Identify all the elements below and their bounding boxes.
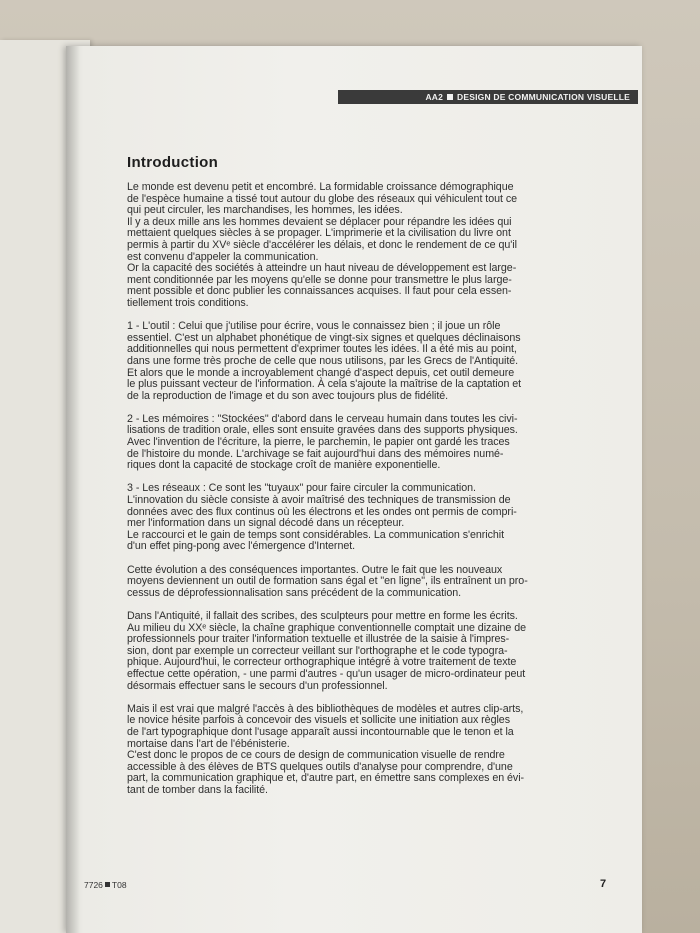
text-line: permis à partir du XVᵉ siècle d'accélérer les délais, et donc le rendement de ce qu'il [127, 238, 517, 251]
text-line: de l'art typographique dont l'usage apparaît aussi incontournable que le tenon et la [127, 725, 514, 738]
text-line: effectue cette opération, - une parmi d'autres - qu'un usager de micro-ordinateur peut [127, 667, 526, 680]
text-line: est convenu d'appeler la communication. [127, 250, 319, 263]
text-line: Le monde est devenu petit et encombré. La formidable croissance démographique [127, 181, 514, 193]
text-line: L'innovation du siècle consiste à avoir maîtrisé des techniques de transmission de [127, 494, 511, 507]
paragraph [127, 565, 619, 600]
running-header [338, 90, 638, 104]
text-line: qui peut circuler, les marchandises, les hommes, les idées. [127, 204, 403, 217]
document-page [66, 46, 642, 933]
text-line: Et alors que le monde a incroyablement changé d'aspect depuis, cet outil demeure [127, 366, 515, 379]
text-line: dans une forme très proche de celle que nous utilisons, par les Grecs de l'Antiquité. [127, 354, 519, 367]
text-line: lisations de tradition orale, elles sont ensuite gravées dans des supports physiques. [127, 424, 518, 437]
header-title: DESIGN DE COMMUNICATION VISUELLE [457, 92, 630, 102]
paragraph [127, 483, 619, 553]
text-line: Il y a deux mille ans les hommes devaient se déplacer pour répandre les idées qui [127, 215, 512, 228]
text-line: accessible à des élèves de BTS quelques outils d'analyse pour comprendre, d'une [127, 760, 513, 773]
paragraph [127, 321, 619, 402]
text-line: cessus de déprofessionnalisation sans précédent de la communication. [127, 586, 462, 599]
text-line: 3 - Les réseaux : Ce sont les "tuyaux" pour faire circuler la communication. [127, 482, 476, 495]
text-line: Dans l'Antiquité, il fallait des scribes, des sculpteurs pour mettre en forme les écrits. [127, 609, 518, 622]
header-code: AA2 [425, 92, 444, 102]
text-line: ment conditionnée par les moyens qu'elle se donne pour transmettre le plus large- [127, 273, 512, 286]
text-line: Le raccourci et le gain de temps sont considérables. La communication s'enrichit [127, 528, 505, 541]
text-line: professionnels pour traiter l'information textuelle et illustrée de la saisie à l'impres- [127, 633, 510, 646]
text-line: tant de tomber dans la facilité. [127, 783, 268, 796]
text-line: Cette évolution a des conséquences importantes. Outre le fait que les nouveaux [127, 563, 503, 576]
text-line: d'un effet ping-pong avec l'émergence d'Internet. [127, 540, 356, 553]
text-line: mer l'information dans un signal décodé dans un récepteur. [127, 517, 405, 530]
text-line: Mais il est vrai que malgré l'accès à des bibliothèques de modèles et autres clip-arts, [127, 702, 524, 715]
text-line: essentiel. C'est un alphabet phonétique de vingt-six signes et quelques déclinaisons [127, 331, 521, 344]
text-line: riques dont la capacité de stockage croît de manière exponentielle. [127, 459, 441, 472]
footer-code-right: T08 [111, 880, 127, 890]
body-text [127, 182, 619, 808]
text-line: mettaient quelques siècles à se propager. L'imprimerie et la civilisation du livre ont [127, 227, 511, 240]
paragraph [127, 704, 619, 797]
text-line: additionnelles qui nous permettent d'exprimer toutes les idées. Il a été mis au point, [127, 343, 517, 356]
text-line: de la reproduction de l'image et du son avec toujours plus de fidélité. [127, 389, 449, 402]
text-line: de l'histoire du monde. L'archivage se fait aujourd'hui dans des mémoires numé- [127, 447, 504, 460]
text-line: tiellement trois conditions. [127, 296, 249, 309]
spine-shadow [66, 46, 80, 933]
footer-reference [84, 880, 127, 890]
text-line: le plus puissant vecteur de l'information. À cela s'ajoute la maîtrise de la captation et [127, 378, 522, 391]
text-line: C'est donc le propos de ce cours de design de communication visuelle de rendre [127, 749, 505, 762]
footer-code-left: 7726 [84, 880, 103, 890]
text-line: Au milieu du XXᵉ siècle, la chaîne graphique conventionnelle comptait une dizaine de [127, 621, 527, 634]
paragraph [127, 182, 619, 310]
section-title: Introduction [127, 154, 219, 171]
text-line: sion, dont par exemple un correcteur veillant sur l'orthographe et le code typogra- [127, 644, 508, 657]
square-bullet-icon [447, 94, 453, 100]
text-line: mortaise dans l'art de l'ébénisterie. [127, 737, 290, 750]
paragraph [127, 611, 619, 692]
text-line: ment possible et donc publier les connaissances acquises. Il faut pour cela essen- [127, 285, 512, 298]
text-line: part, la communication graphique et, d'autre part, en émettre sans complexes en évi- [127, 772, 525, 785]
square-bullet-icon [105, 882, 110, 887]
text-line: 2 - Les mémoires : "Stockées" d'abord dans le cerveau humain dans toutes les civi- [127, 412, 518, 425]
text-line: de l'espèce humaine a tissé tout autour du globe des réseaux qui véhiculent tout ce [127, 192, 518, 205]
text-line: phique. Aujourd'hui, le correcteur orthographique intégré à votre traitement de texte [127, 656, 517, 669]
paragraph [127, 414, 619, 472]
text-line: le novice hésite parfois à concevoir des visuels et sollicite une initiation aux règles [127, 714, 510, 727]
text-line: Or la capacité des sociétés à atteindre un haut niveau de développement est large- [127, 262, 517, 275]
page-number: 7 [600, 878, 607, 890]
text-line: désormais effectuer sans le secours d'un professionnel. [127, 679, 388, 692]
text-line: Avec l'invention de l'écriture, la pierre, le parchemin, le papier ont gardé les traces [127, 436, 510, 449]
text-line: données avec des flux continus où les électrons et les ondes ont permis de compri- [127, 505, 517, 518]
text-line: 1 - L'outil : Celui que j'utilise pour écrire, vous le connaissez bien ; il joue un rôle [127, 320, 501, 333]
text-line: moyens deviennent un outil de formation sans égal et "en ligne", ils entraînent un pro- [127, 575, 528, 588]
